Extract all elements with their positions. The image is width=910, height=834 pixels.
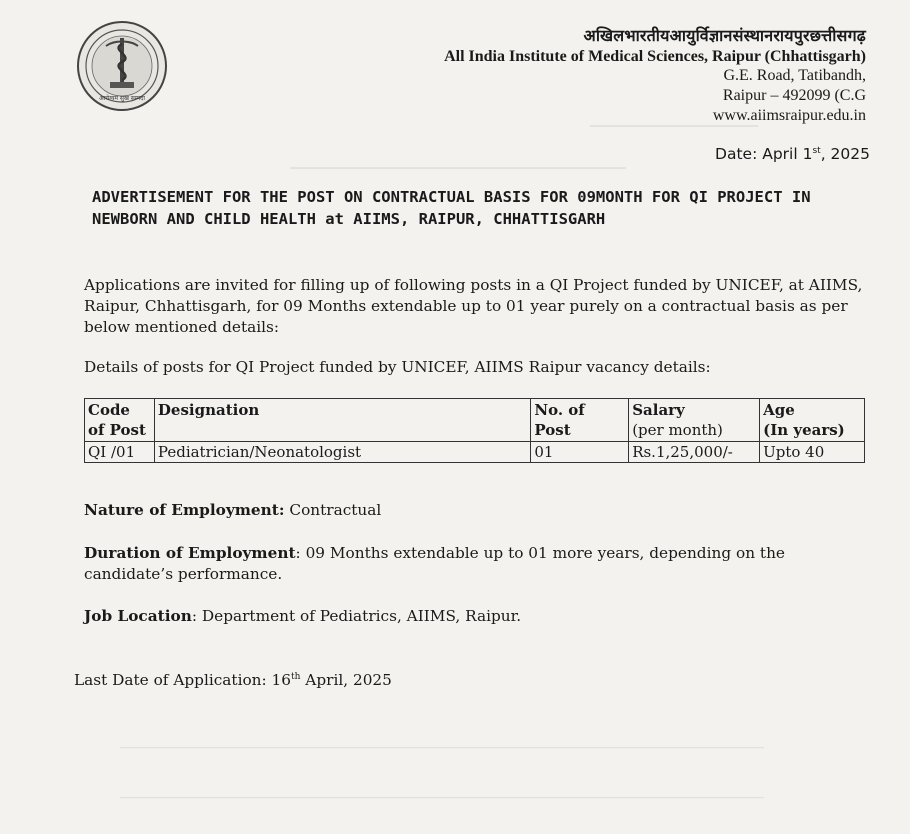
address-line-2: Raipur – 492099 (C.G <box>722 87 866 104</box>
cell-posts: 01 <box>531 442 629 463</box>
header-salary: Salary (per month) <box>629 399 760 442</box>
last-date-suffix: April, 2025 <box>300 671 392 690</box>
cell-age: Upto 40 <box>760 442 865 463</box>
cell-code: QI /01 <box>85 442 155 463</box>
last-date-ordinal: th <box>291 672 301 682</box>
location-label: Job Location <box>84 607 192 625</box>
bleed-through-text: —————————————————————————————————————————————— <box>120 740 764 755</box>
institute-seal-icon <box>76 20 168 112</box>
cell-salary: Rs.1,25,000/- <box>629 442 760 463</box>
institute-name-hindi: अखिलभारतीयआयुर्विज्ञानसंस्थानरायपुरछत्तीसगढ़ <box>583 26 866 45</box>
last-date-of-application <box>74 667 864 691</box>
cell-designation: Pediatrician/Neonatologist <box>154 442 530 463</box>
advertisement-title: ADVERTISEMENT FOR THE POST ON CONTRACTUAL BASIS FOR 09MONTH FOR QI PROJECT IN NEWBORN AND CHILD HEALTH at AIIMS, RAIPUR, CHHATTISGARH <box>92 188 811 228</box>
bleed-through-text: —————————————————————————————————————————————— <box>120 790 764 805</box>
nature-value: Contractual <box>284 501 382 519</box>
location-value: : Department of Pediatrics, AIIMS, Raipur. <box>191 607 522 625</box>
nature-label: Nature of Employment: <box>84 501 285 519</box>
header-code: Code of Post <box>85 399 155 442</box>
duration-label: Duration of Employment <box>84 544 296 562</box>
intro-paragraph: Applications are invited for filling up of following posts in a QI Project funded by UNICEF, at AIIMS, Raipur, Chhattisgarh, for 09 Months extendable up to 01 year purely on a contractual basis as per below mentioned details: <box>84 276 863 336</box>
logo-motto: आरोग्यम सुख सम्पदा <box>99 95 145 102</box>
job-location <box>84 606 874 627</box>
header-age: Age (In years) <box>760 399 865 442</box>
table-row <box>85 442 865 463</box>
date-prefix: Date: April 1 <box>715 145 813 163</box>
duration-of-employment <box>84 543 874 585</box>
header-posts: No. of Post <box>531 399 629 442</box>
website-link[interactable]: www.aiimsraipur.edu.in <box>712 107 866 124</box>
bleed-through-text: ———————————— <box>590 118 758 133</box>
nature-of-employment <box>84 500 874 521</box>
header-designation: Designation <box>154 399 530 442</box>
institute-header <box>444 24 866 126</box>
bleed-through-text: ———————————————————————— <box>290 160 626 175</box>
institute-logo <box>76 20 168 112</box>
vacancy-table <box>84 398 865 463</box>
institute-name-english: All India Institute of Medical Sciences, Raipur (Chhattisgarh) <box>444 48 866 65</box>
date-ordinal: st <box>812 145 821 156</box>
details-heading: Details of posts for QI Project funded by UNICEF, AIIMS Raipur vacancy details: <box>84 358 711 376</box>
date-suffix: , 2025 <box>820 145 870 163</box>
table-header-row <box>85 399 865 442</box>
duration-value: : 09 Months extendable up to 01 more years, depending on the candidate’s performance. <box>84 544 785 583</box>
address-line-1: G.E. Road, Tatibandh, <box>723 67 866 84</box>
last-date-prefix: Last Date of Application: 16 <box>74 671 292 690</box>
advertisement-date <box>715 145 870 163</box>
